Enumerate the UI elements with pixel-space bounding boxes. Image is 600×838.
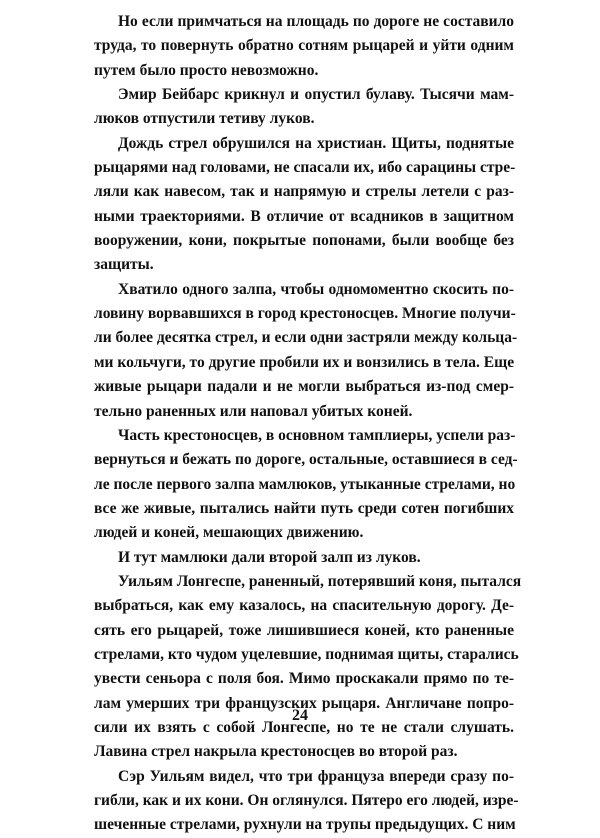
paragraph-line: ле после первого залпа мамлюков, утыканные стрелами, но bbox=[94, 475, 516, 493]
paragraph-first-line: И тут мамлюки дали второй залп из луков. bbox=[118, 548, 421, 566]
paragraph-line: стрелами, кто чудом уцелевшие, поднимая щиты, старались bbox=[94, 645, 519, 663]
paragraph-line: ляли как навесом, так и напрямую и стрелы летели с раз- bbox=[94, 183, 514, 201]
paragraph-line: труда, то повернуть обратно сотням рыцарей и уйти одним bbox=[94, 37, 514, 55]
paragraph-line: рыцарями над головами, не спасали их, ибо сарацины стре- bbox=[94, 159, 516, 177]
paragraph-first-line: Дождь стрел обрушился на христиан. Щиты, поднятые bbox=[118, 134, 514, 152]
paragraph-line: Лавина стрел накрыла крестоносцев во второй раз. bbox=[94, 743, 458, 761]
paragraph-line: ными траекториями. В отличие от всадников в защитном bbox=[94, 207, 514, 225]
paragraph-line: лам умерших три французских рыцаря. Англичане попро- bbox=[94, 694, 514, 712]
paragraph-line: защиты. bbox=[94, 256, 154, 274]
paragraph-first-line: Уильям Лонгеспе, раненный, потерявший коня, пытался bbox=[118, 572, 522, 590]
paragraph-first-line: Но если примчаться на площадь по дороге не составило bbox=[118, 13, 514, 30]
paragraph-first-line: Хватило одного залпа, чтобы одномоментно скосить по- bbox=[118, 280, 514, 298]
paragraph-line: шеченные стрелами, рухнули на трупы предыдущих. С ним bbox=[94, 816, 516, 834]
paragraph-first-line: Сэр Уильям видел, что три француза впереди сразу по- bbox=[118, 767, 514, 785]
paragraph-first-line: Эмир Бейбарс крикнул и опустил булаву. Тысячи мам- bbox=[118, 86, 514, 104]
paragraph-line: вооружении, кони, покрытые попонами, были вообще без bbox=[94, 232, 514, 250]
paragraph-line: гибли, как и их кони. Он оглянулся. Пятеро его людей, изре- bbox=[94, 792, 519, 809]
paragraph-first-line: Часть крестоносцев, в основном тамплиеры, успели раз- bbox=[118, 426, 516, 444]
paragraph-line: ловину ворвавшихся в город крестоносцев. Многие получи- bbox=[94, 305, 516, 323]
paragraph-line: выбраться, как ему казалось, на спасительную дорогу. Де- bbox=[94, 597, 514, 615]
paragraph-line: сили их взять с собой Лонгеспе, но те не стали слушать. bbox=[94, 718, 514, 736]
paragraph-line: людей и коней, мешающих движению. bbox=[94, 524, 364, 542]
paragraph-line: увести сеньора с поля боя. Мимо проскакали прямо по те- bbox=[94, 670, 514, 688]
paragraph-line: ми кольчуги, то другие пробили их и вонзились в тела. Еще bbox=[94, 353, 515, 371]
paragraph-line: тельно раненных или наповал убитых коней. bbox=[94, 402, 413, 420]
paragraph-line: живые рыцари падали и не могли выбраться из-под смер- bbox=[94, 378, 514, 396]
paragraph-line: вернуться и бежать по дороге, остальные, оставшиеся в сед- bbox=[94, 451, 518, 469]
paragraph-line: сять его рыцарей, тоже лишившиеся коней, кто раненные bbox=[94, 621, 514, 639]
paragraph-line: люков отпустили тетиву луков. bbox=[94, 110, 315, 128]
paragraph-line: ли более десятка стрел, и если одни застряли между кольца- bbox=[94, 329, 518, 347]
paragraph-line: все же живые, пытались найти путь среди сотен погибших bbox=[94, 499, 514, 517]
paragraph-line: путем было просто невозможно. bbox=[94, 61, 319, 79]
page-number: 24 bbox=[292, 707, 308, 724]
